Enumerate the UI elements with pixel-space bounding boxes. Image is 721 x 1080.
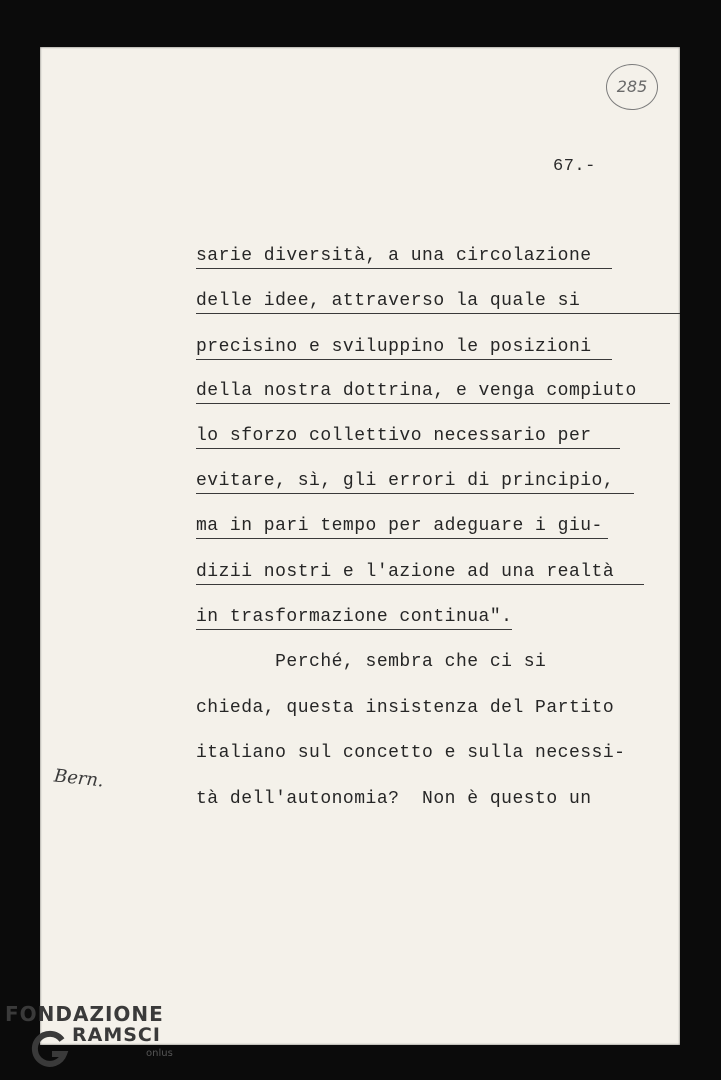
- underline: [196, 313, 680, 314]
- text-line: in trasformazione continua".: [196, 607, 513, 627]
- logo-text-line2: RAMSCI: [72, 1024, 161, 1046]
- text-line: evitare, sì, gli errori di principio,: [196, 471, 615, 491]
- underline: [196, 403, 670, 404]
- text-line: lo sforzo collettivo necessario per: [196, 426, 592, 446]
- underline: [196, 359, 612, 360]
- document-page: [40, 47, 680, 1045]
- text-line: italiano sul concetto e sulla necessi-: [196, 743, 626, 763]
- page-number: 67.-: [553, 157, 596, 176]
- logo-onlus: onlus: [146, 1048, 173, 1059]
- underline: [196, 629, 512, 630]
- underline: [196, 493, 634, 494]
- text-line: chieda, questa insistenza del Partito: [196, 698, 615, 718]
- text-line: ma in pari tempo per adeguare i giu-: [196, 516, 603, 536]
- underline: [196, 268, 612, 269]
- logo-g-icon: [30, 1030, 70, 1070]
- archive-number-stamp: 285: [606, 64, 658, 110]
- underline: [196, 538, 608, 539]
- text-line: Perché, sembra che ci si: [196, 652, 547, 672]
- text-line: della nostra dottrina, e venga compiuto: [196, 381, 637, 401]
- text-line: precisino e sviluppino le posizioni: [196, 337, 592, 357]
- underline: [196, 448, 620, 449]
- text-line: delle idee, attraverso la quale si: [196, 291, 581, 311]
- text-line: dizii nostri e l'azione ad una realtà: [196, 562, 615, 582]
- text-line: sarie diversità, a una circolazione: [196, 246, 592, 266]
- text-line: tà dell'autonomia? Non è questo un: [196, 789, 592, 809]
- underline: [196, 584, 644, 585]
- fondazione-gramsci-logo: [0, 998, 200, 1080]
- logo-text-line1: FONDAZIONE: [5, 1002, 164, 1026]
- handwritten-margin-note: Bern.: [53, 765, 105, 792]
